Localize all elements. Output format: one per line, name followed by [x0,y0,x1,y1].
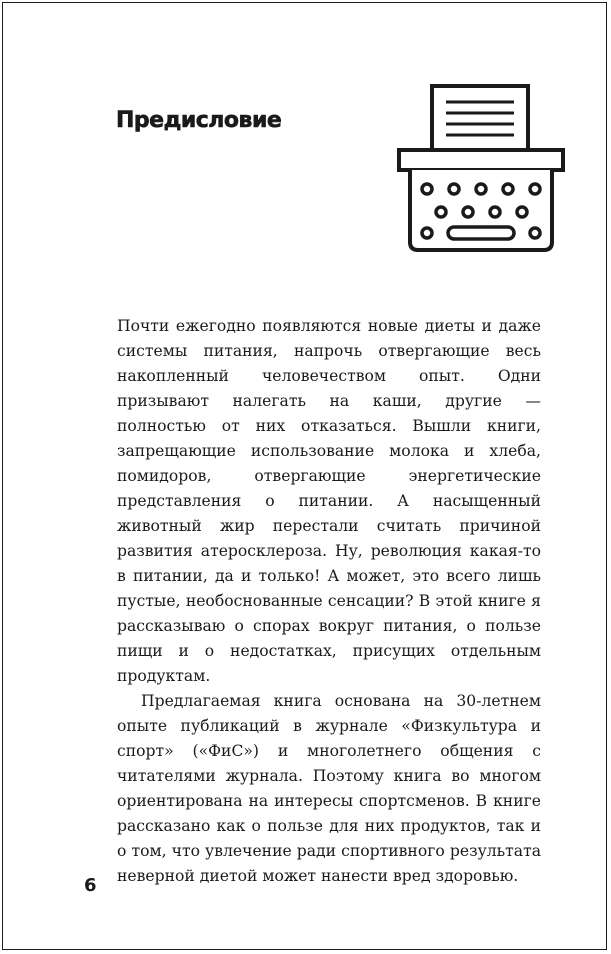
body-text [117,314,541,889]
paragraph-1: Почти ежегодно появляются новые диеты и даже системы питания, напрочь отвергающие весь накопленный человечеством опыт. Одни призывают налегать на каши, другие — полностью от них отказаться. Вышли книги, запрещающие использование молока и хлеба, помидоров, отвергающие энергетические представления о питании. А насыщенный животный жир перестали считать причиной развития атеросклероза. Ну, революция какая-то в питании, да и только! А может, это всего лишь пустые, необоснованные сенсации? В этой книге я рассказываю о спорах вокруг питания, о пользе пищи и о недостатках, присущих отдельным продуктам. [117,317,541,685]
chapter-heading: Предисловие [116,108,282,133]
paragraph-2: Предлагаемая книга основана на 30-летнем опыте публикаций в журнале «Физкультура и спорт» («ФиС») и многолетнего общения с читателями журнала. Поэтому книга во многом ориентирована на интересы спортсменов. В книге рассказано как о пользе для них продуктов, так и о том, что увлечение ради спортивного результата неверной диетой может нанести вред здоровью. [117,692,541,885]
typewriter-icon [396,82,566,257]
page-number: 6 [84,875,97,896]
